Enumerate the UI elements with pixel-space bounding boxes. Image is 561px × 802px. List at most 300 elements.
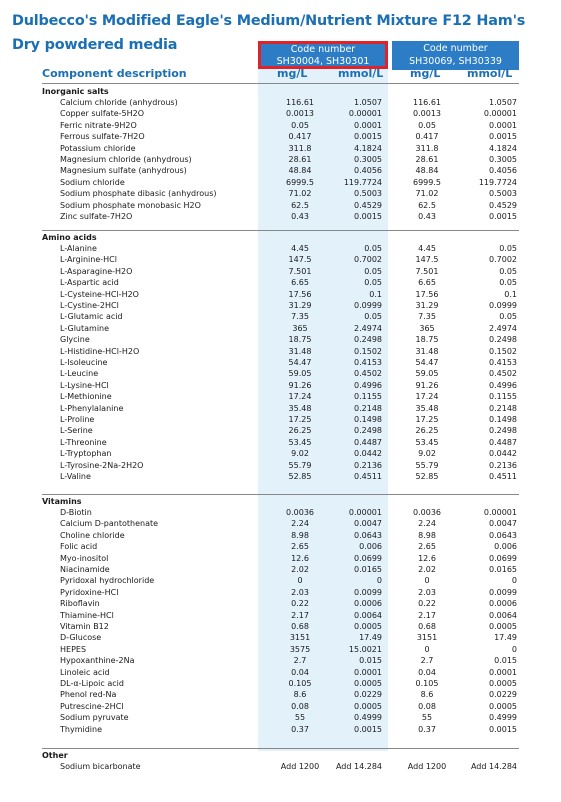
mgl-value-2: 8.6 bbox=[420, 690, 434, 700]
mgl-value-1: 35.48 bbox=[288, 403, 312, 413]
mgl-value-1: 0.417 bbox=[288, 132, 312, 142]
table-row bbox=[42, 667, 519, 678]
mmol-value-2: 0 bbox=[511, 576, 517, 586]
mmol-value-1: 0.3005 bbox=[354, 155, 382, 164]
component-name: L-Cystine-2HCl bbox=[60, 301, 119, 310]
component-name: L-Glutamic acid bbox=[60, 312, 123, 322]
mmol-value-2: 0.00001 bbox=[483, 109, 517, 119]
table-row bbox=[42, 120, 519, 131]
mmol-value-2: 0.7002 bbox=[489, 255, 517, 265]
table-row bbox=[42, 368, 519, 379]
mmol-value-2: 0.006 bbox=[494, 542, 517, 552]
component-name: L-Glutamine bbox=[60, 323, 110, 333]
table-row bbox=[42, 266, 519, 277]
mgl-value-1: 18.75 bbox=[288, 335, 312, 345]
mmol-value-1: 0.05 bbox=[364, 244, 382, 253]
mmol-value-2: 0.2136 bbox=[489, 460, 517, 470]
mmol-value-1: 0.4511 bbox=[354, 472, 382, 481]
mgl-value-2: 0.68 bbox=[418, 622, 436, 631]
component-name: Thymidine bbox=[60, 724, 102, 734]
mgl-value-2: 71.02 bbox=[415, 189, 439, 199]
mmol-value-1: 0.1155 bbox=[354, 392, 382, 402]
mgl-value-2: 9.02 bbox=[418, 449, 436, 459]
mgl-value-2: 17.24 bbox=[415, 392, 439, 402]
mmol-value-1: 17.49 bbox=[359, 633, 382, 643]
table-row bbox=[42, 131, 519, 142]
mmol-value-2: 0.4056 bbox=[489, 166, 517, 176]
mmol-value-1: 0.0001 bbox=[354, 120, 382, 130]
mgl-value-1: 59.05 bbox=[288, 369, 312, 379]
mgl-value-2: 0.105 bbox=[415, 679, 439, 688]
mmol-value-2: 0 bbox=[511, 644, 517, 654]
mgl-value-2: 53.45 bbox=[415, 437, 439, 447]
component-name: D-Biotin bbox=[60, 508, 92, 517]
mmol-value-2: 2.4974 bbox=[489, 323, 517, 333]
mmol-value-2: 0.05 bbox=[499, 266, 517, 276]
code-header-2 bbox=[392, 41, 519, 70]
table-row bbox=[42, 507, 519, 518]
mmol-value-1: 0.0006 bbox=[354, 599, 382, 609]
table-row bbox=[42, 701, 519, 712]
mgl-value-2: 12.6 bbox=[418, 553, 436, 563]
mgl-value-2: 0.22 bbox=[418, 599, 436, 609]
mgl-value-2: 6.65 bbox=[418, 278, 436, 288]
mgl-value-2: 0.05 bbox=[418, 120, 436, 130]
mmol-value-2: 0.015 bbox=[494, 656, 517, 666]
mgl-value-1: 116.61 bbox=[286, 98, 314, 107]
table-row bbox=[42, 678, 519, 689]
mgl-value-2: 6999.5 bbox=[413, 177, 441, 187]
mmol-value-2: 0.4999 bbox=[489, 713, 517, 723]
mgl-value-2: 2.7 bbox=[420, 656, 434, 666]
section-heading: Inorganic salts bbox=[42, 87, 109, 96]
mgl-value-1: 0.08 bbox=[291, 701, 309, 711]
mgl-value-1: 3575 bbox=[289, 644, 311, 654]
mmol-value-1: 119.7724 bbox=[343, 177, 382, 187]
component-name: Sodium chloride bbox=[60, 177, 125, 187]
mgl-value-1: 0.43 bbox=[291, 212, 309, 221]
mmol-value-2: 0.0643 bbox=[489, 530, 517, 540]
mgl-value-2: 17.56 bbox=[415, 289, 439, 299]
mgl-value-1: 26.25 bbox=[288, 426, 312, 436]
mmol-value-1: 0.4502 bbox=[354, 369, 382, 379]
table-row bbox=[42, 632, 519, 643]
component-name: Potassium chloride bbox=[60, 143, 136, 153]
mgl-value-1: 0.105 bbox=[288, 679, 312, 688]
mmol-value-1: 0.0643 bbox=[354, 530, 382, 540]
mgl-header-2: mg/L bbox=[410, 67, 441, 80]
mgl-value-1: 8.6 bbox=[293, 690, 307, 700]
mmol-value-1: 0.0229 bbox=[354, 690, 382, 700]
mgl-value-2: 0 bbox=[424, 644, 430, 654]
mgl-value-1: Add 1200 bbox=[280, 762, 320, 771]
component-name: Ferrous sulfate-7H2O bbox=[60, 132, 145, 142]
mmol-value-1: 0.0001 bbox=[354, 667, 382, 677]
mmol-value-1: 0.0005 bbox=[354, 679, 382, 688]
component-name: Sodium phosphate dibasic (anhydrous) bbox=[60, 189, 217, 199]
mmol-value-1: 0.0099 bbox=[354, 587, 382, 597]
table-row bbox=[42, 108, 519, 119]
mgl-value-2: 18.75 bbox=[415, 335, 439, 345]
mgl-value-1: 2.02 bbox=[291, 565, 309, 574]
mgl-value-1: 31.29 bbox=[288, 301, 312, 310]
mgl-value-2: 7.501 bbox=[415, 266, 439, 276]
mmol-value-2: 0.00001 bbox=[483, 508, 517, 517]
table-row bbox=[42, 598, 519, 609]
component-name: Sodium bicarbonate bbox=[60, 762, 141, 771]
component-name: L-Proline bbox=[60, 415, 95, 424]
mmol-value-2: 0.1 bbox=[504, 289, 517, 299]
mgl-value-1: 52.85 bbox=[288, 472, 312, 481]
mmol-value-1: 0.1502 bbox=[354, 346, 382, 356]
mgl-value-1: 0.37 bbox=[291, 724, 309, 734]
table-row bbox=[42, 414, 519, 425]
mgl-value-2: 31.29 bbox=[415, 301, 439, 310]
mgl-value-1: 0.0013 bbox=[286, 109, 314, 119]
mmol-value-2: 0.0001 bbox=[489, 120, 517, 130]
mgl-value-2: 2.02 bbox=[418, 565, 436, 574]
mgl-value-1: 2.17 bbox=[291, 610, 309, 620]
mgl-value-1: 17.24 bbox=[288, 392, 312, 402]
mgl-value-2: 17.25 bbox=[415, 415, 439, 424]
component-name: L-Methionine bbox=[60, 392, 112, 402]
component-name: HEPES bbox=[60, 644, 87, 654]
mmol-value-1: 0.0005 bbox=[354, 701, 382, 711]
mmol-value-1: 0.0442 bbox=[354, 449, 382, 459]
mgl-value-1: 0.68 bbox=[291, 622, 309, 631]
mgl-value-1: 2.03 bbox=[291, 587, 309, 597]
mgl-value-2: 0.08 bbox=[418, 701, 436, 711]
mmol-value-2: 0.0699 bbox=[489, 553, 517, 563]
component-name: L-Histidine-HCl-H2O bbox=[60, 346, 140, 356]
mmol-value-2: 0.0442 bbox=[489, 449, 517, 459]
mgl-value-2: 55 bbox=[421, 713, 433, 723]
table-row bbox=[42, 143, 519, 154]
mgl-value-2: 62.5 bbox=[418, 200, 436, 210]
mmol-value-1: 0.0015 bbox=[354, 132, 382, 142]
mmol-value-1: 0.2148 bbox=[354, 403, 382, 413]
mmol-value-1: 0.2498 bbox=[354, 335, 382, 345]
component-name: Niacinamide bbox=[60, 565, 110, 574]
table-row bbox=[42, 655, 519, 666]
component-name: L-Lysine-HCl bbox=[60, 380, 109, 390]
component-name: L-Valine bbox=[60, 472, 91, 481]
title-line-2: Dry powdered media bbox=[12, 37, 178, 53]
mgl-value-1: 9.02 bbox=[291, 449, 309, 459]
mgl-value-2: 48.84 bbox=[415, 166, 439, 176]
component-name: L-Serine bbox=[60, 426, 93, 436]
mmol-value-1: 0.1 bbox=[369, 289, 382, 299]
mmol-value-2: 0.1498 bbox=[489, 415, 517, 424]
mmol-value-1: 0.0047 bbox=[354, 519, 382, 529]
component-name: L-Isoleucine bbox=[60, 358, 108, 367]
component-name: Magnesium sulfate (anhydrous) bbox=[60, 166, 187, 176]
mgl-value-1: 0.0036 bbox=[286, 508, 314, 517]
mmol-value-2: 0.0001 bbox=[489, 667, 517, 677]
mmol-value-2: 1.0507 bbox=[489, 98, 517, 107]
mmol-value-1: 15.0021 bbox=[348, 644, 382, 654]
mmol-value-1: 0.5003 bbox=[354, 189, 382, 199]
table-row bbox=[42, 712, 519, 723]
mmol-value-2: 0.1155 bbox=[489, 392, 517, 402]
mmol-value-1: 0.015 bbox=[359, 656, 382, 666]
mmol-value-1: 0.4487 bbox=[354, 437, 382, 447]
table-row bbox=[42, 188, 519, 199]
table-row bbox=[42, 471, 519, 482]
mmol-value-1: 0.0005 bbox=[354, 622, 382, 631]
mgl-value-1: 147.5 bbox=[288, 255, 312, 265]
component-name: L-Cysteine-HCl-H2O bbox=[60, 289, 139, 299]
table-row bbox=[42, 644, 519, 655]
component-name: L-Aspartic acid bbox=[60, 278, 119, 288]
mmol-value-1: Add 14.284 bbox=[335, 762, 382, 771]
mmol-value-1: 0.00001 bbox=[348, 109, 382, 119]
section-heading: Amino acids bbox=[42, 233, 97, 242]
mgl-value-2: 0.0036 bbox=[413, 508, 441, 517]
mgl-value-1: 3151 bbox=[289, 633, 311, 643]
mgl-value-1: 365 bbox=[292, 323, 308, 333]
mgl-value-2: 311.8 bbox=[415, 143, 439, 153]
mgl-value-1: 0.05 bbox=[291, 120, 309, 130]
mmol-value-1: 0.4529 bbox=[354, 200, 382, 210]
mgl-value-2: 0.43 bbox=[418, 212, 436, 221]
mgl-value-2: 2.24 bbox=[418, 519, 436, 529]
component-name: L-Alanine bbox=[60, 244, 97, 253]
mmol-header-1: mmol/L bbox=[338, 67, 384, 80]
table-row bbox=[42, 211, 519, 222]
component-name: Ferric nitrate-9H2O bbox=[60, 120, 137, 130]
mmol-value-2: 0.2148 bbox=[489, 403, 517, 413]
component-name: Pyridoxal hydrochloride bbox=[60, 576, 155, 586]
mgl-value-2: 0.417 bbox=[415, 132, 439, 142]
table-row bbox=[42, 300, 519, 311]
table-row bbox=[42, 254, 519, 265]
mmol-value-2: 0.0165 bbox=[489, 565, 517, 574]
table-row bbox=[42, 380, 519, 391]
mgl-value-2: 28.61 bbox=[415, 155, 439, 164]
table-row bbox=[42, 587, 519, 598]
mgl-value-1: 71.02 bbox=[288, 189, 312, 199]
component-name: Putrescine-2HCl bbox=[60, 701, 124, 711]
table-row bbox=[42, 391, 519, 402]
mgl-value-1: 55 bbox=[294, 713, 306, 723]
mmol-value-1: 0.2498 bbox=[354, 426, 382, 436]
table-row bbox=[42, 334, 519, 345]
table-row bbox=[42, 277, 519, 288]
mmol-value-2: Add 14.284 bbox=[470, 762, 517, 771]
mgl-value-1: 0 bbox=[297, 576, 303, 586]
code-header-1-label: Code number bbox=[290, 44, 356, 55]
table-row bbox=[42, 403, 519, 414]
mmol-value-2: 0.0099 bbox=[489, 587, 517, 597]
mgl-value-2: 0 bbox=[424, 576, 430, 586]
component-name: Magnesium chloride (anhydrous) bbox=[60, 155, 192, 164]
mgl-value-2: 4.45 bbox=[418, 244, 436, 253]
component-name: L-Threonine bbox=[60, 437, 107, 447]
mgl-value-1: 0.22 bbox=[291, 599, 309, 609]
mgl-value-2: 2.03 bbox=[418, 587, 436, 597]
mmol-value-2: 0.4511 bbox=[489, 472, 517, 481]
mgl-value-1: 8.98 bbox=[291, 530, 309, 540]
component-name: Copper sulfate-5H2O bbox=[60, 109, 145, 119]
mmol-value-2: 0.4153 bbox=[489, 358, 517, 367]
mmol-value-2: 0.0005 bbox=[489, 701, 517, 711]
mgl-value-2: 0.0013 bbox=[413, 109, 441, 119]
mgl-value-1: 31.48 bbox=[288, 346, 312, 356]
mgl-value-1: 7.501 bbox=[288, 266, 312, 276]
table-row bbox=[42, 553, 519, 564]
mmol-value-1: 0.006 bbox=[359, 542, 382, 552]
mmol-value-1: 0.7002 bbox=[354, 255, 382, 265]
mmol-value-1: 0.1498 bbox=[354, 415, 382, 424]
table-row bbox=[42, 530, 519, 541]
table-row bbox=[42, 575, 519, 586]
table-row bbox=[42, 724, 519, 735]
table-row bbox=[42, 621, 519, 632]
table-row bbox=[42, 243, 519, 254]
mmol-value-2: 0.0047 bbox=[489, 519, 517, 529]
mmol-value-1: 0.4153 bbox=[354, 358, 382, 367]
mmol-value-1: 0.0015 bbox=[354, 724, 382, 734]
mmol-value-1: 0.4996 bbox=[354, 380, 382, 390]
mmol-value-2: 0.0015 bbox=[489, 132, 517, 142]
mgl-value-2: 35.48 bbox=[415, 403, 439, 413]
mmol-value-1: 0.4999 bbox=[354, 713, 382, 723]
mmol-value-2: 17.49 bbox=[494, 633, 517, 643]
mmol-value-2: 0.0229 bbox=[489, 690, 517, 700]
code-header-2-codes: SH30069, SH30339 bbox=[409, 56, 502, 67]
mgl-header-1: mg/L bbox=[277, 67, 308, 80]
mmol-value-2: 0.0006 bbox=[489, 599, 517, 609]
component-name: Hypoxanthine-2Na bbox=[60, 656, 135, 666]
mgl-value-2: 55.79 bbox=[415, 460, 439, 470]
component-name: L-Tryptophan bbox=[60, 449, 112, 459]
table-row bbox=[42, 311, 519, 322]
mmol-value-1: 0 bbox=[376, 576, 382, 586]
code-header-1 bbox=[258, 41, 388, 69]
mmol-value-2: 0.2498 bbox=[489, 335, 517, 345]
mgl-value-1: 54.47 bbox=[288, 358, 312, 367]
mmol-value-1: 0.0699 bbox=[354, 553, 382, 563]
component-name: Riboflavin bbox=[60, 599, 100, 609]
mmol-value-2: 0.4996 bbox=[489, 380, 517, 390]
mmol-value-2: 0.0005 bbox=[489, 679, 517, 688]
table-row bbox=[42, 154, 519, 165]
table-row bbox=[42, 200, 519, 211]
mgl-value-2: 8.98 bbox=[418, 530, 436, 540]
table-row bbox=[42, 165, 519, 176]
table-row bbox=[42, 518, 519, 529]
section-heading: Other bbox=[42, 751, 68, 760]
mmol-value-1: 0.05 bbox=[364, 266, 382, 276]
table-row bbox=[42, 761, 519, 772]
component-description-header: Component description bbox=[42, 67, 187, 80]
mmol-value-2: 0.05 bbox=[499, 278, 517, 288]
table-row bbox=[42, 177, 519, 188]
mgl-value-2: 31.48 bbox=[415, 346, 439, 356]
mgl-value-1: 2.24 bbox=[291, 519, 309, 529]
mgl-value-1: 62.5 bbox=[291, 200, 309, 210]
component-name: L-Arginine-HCl bbox=[60, 255, 117, 265]
mgl-value-2: Add 1200 bbox=[407, 762, 447, 771]
table-row bbox=[42, 460, 519, 471]
table-row bbox=[42, 437, 519, 448]
component-name: Vitamin B12 bbox=[60, 622, 109, 631]
mgl-value-2: 26.25 bbox=[415, 426, 439, 436]
component-name: L-Asparagine-H2O bbox=[60, 266, 133, 276]
mgl-value-2: 0.37 bbox=[418, 724, 436, 734]
table-row bbox=[42, 425, 519, 436]
mgl-value-2: 7.35 bbox=[418, 312, 436, 322]
table-row bbox=[42, 357, 519, 368]
component-name: Calcium D-pantothenate bbox=[60, 519, 159, 529]
component-name: Phenol red-Na bbox=[60, 690, 117, 700]
mgl-value-2: 2.17 bbox=[418, 610, 436, 620]
mmol-value-2: 119.7724 bbox=[478, 177, 517, 187]
component-name: Sodium pyruvate bbox=[60, 713, 129, 723]
mgl-value-2: 59.05 bbox=[415, 369, 439, 379]
mgl-value-2: 147.5 bbox=[415, 255, 439, 265]
mgl-value-1: 311.8 bbox=[288, 143, 312, 153]
component-name: Thiamine-HCl bbox=[60, 610, 114, 620]
component-name: Pyridoxine-HCl bbox=[60, 587, 119, 597]
mgl-value-1: 4.45 bbox=[291, 244, 309, 253]
mmol-header-2: mmol/L bbox=[467, 67, 513, 80]
table-row bbox=[42, 448, 519, 459]
table-row bbox=[42, 564, 519, 575]
mgl-value-1: 28.61 bbox=[288, 155, 312, 164]
component-name: Zinc sulfate-7H2O bbox=[60, 212, 133, 221]
mgl-value-2: 0.04 bbox=[418, 667, 436, 677]
mgl-value-1: 2.7 bbox=[293, 656, 307, 666]
mgl-value-1: 17.25 bbox=[288, 415, 312, 424]
table-row bbox=[42, 97, 519, 108]
mmol-value-1: 0.05 bbox=[364, 278, 382, 288]
code-header-2-label: Code number bbox=[423, 43, 488, 54]
component-name: Glycine bbox=[60, 335, 90, 345]
component-name: Sodium phosphate monobasic H2O bbox=[60, 200, 201, 210]
section-rule bbox=[42, 494, 519, 495]
component-name: L-Phenylalanine bbox=[60, 403, 124, 413]
header-rule bbox=[42, 83, 519, 84]
component-name: Calcium chloride (anhydrous) bbox=[60, 98, 178, 107]
component-name: DL-α-Lipoic acid bbox=[60, 679, 124, 688]
component-name: D-Glucose bbox=[60, 633, 102, 643]
mgl-value-2: 2.65 bbox=[418, 542, 436, 552]
mmol-value-2: 0.0064 bbox=[489, 610, 517, 620]
mgl-value-2: 116.61 bbox=[413, 98, 441, 107]
section-rule bbox=[42, 230, 519, 231]
mgl-value-1: 17.56 bbox=[288, 289, 312, 299]
mmol-value-1: 4.1824 bbox=[354, 143, 382, 153]
mgl-value-1: 0.04 bbox=[291, 667, 309, 677]
mmol-value-2: 0.2498 bbox=[489, 426, 517, 436]
mmol-value-1: 2.4974 bbox=[354, 323, 382, 333]
mmol-value-2: 0.4529 bbox=[489, 200, 517, 210]
component-name: Folic acid bbox=[60, 542, 98, 552]
mmol-value-2: 0.0005 bbox=[489, 622, 517, 631]
mgl-value-1: 12.6 bbox=[291, 553, 309, 563]
mmol-value-1: 0.0064 bbox=[354, 610, 382, 620]
mmol-value-2: 0.3005 bbox=[489, 155, 517, 164]
mmol-value-2: 0.05 bbox=[499, 312, 517, 322]
mmol-value-1: 0.0999 bbox=[354, 301, 382, 310]
title-line-1: Dulbecco's Modified Eagle's Medium/Nutrient Mixture F12 Ham's bbox=[12, 13, 526, 29]
mmol-value-2: 0.5003 bbox=[489, 189, 517, 199]
table-row bbox=[42, 541, 519, 552]
mmol-value-1: 0.2136 bbox=[354, 460, 382, 470]
mgl-value-1: 6999.5 bbox=[286, 177, 314, 187]
